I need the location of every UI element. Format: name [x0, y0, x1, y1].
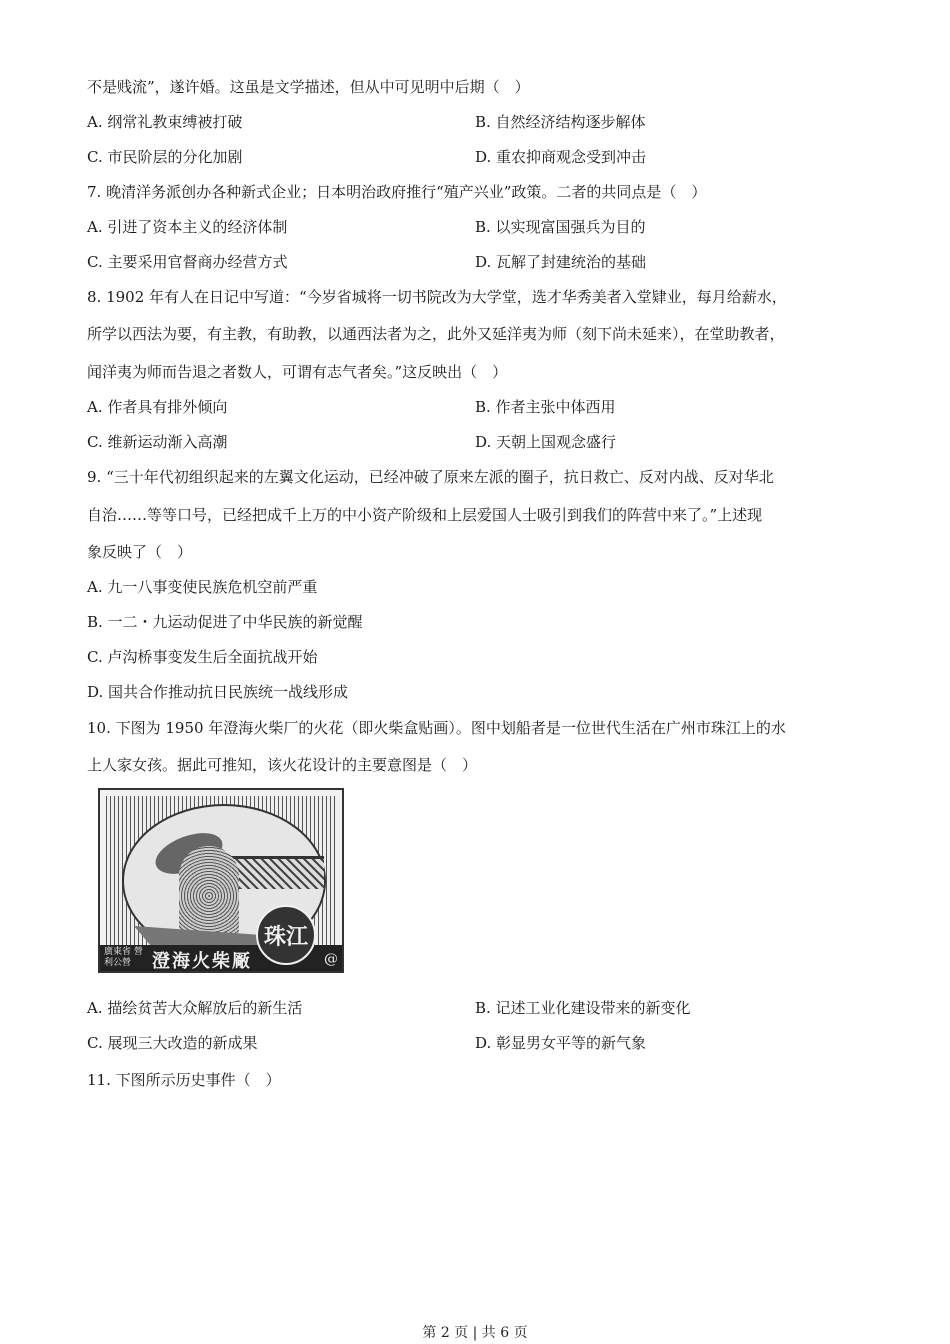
text-line: 11. 下图所示历史事件（ ）: [87, 1071, 281, 1089]
answer-option: A. 引进了资本主义的经济体制: [87, 218, 288, 236]
answer-option: D. 国共合作推动抗日民族统一战线形成: [87, 683, 349, 701]
banner-factory-name: 澄海火柴厰: [152, 951, 252, 972]
banner-province-text: 廣東省 營利公營: [104, 947, 143, 968]
answer-option: D. 彰显男女平等的新气象: [475, 1034, 647, 1052]
text-line: 7. 晚清洋务派创办各种新式企业；日本明治政府推行“殖产兴业”政策。二者的共同点是（ ）: [87, 183, 707, 201]
zhujiang-circle-emblem: [256, 905, 316, 965]
answer-option: C. 主要采用官督商办经营方式: [87, 253, 288, 271]
text-line: 所学以西法为要，有主教，有助教，以通西法者为之，此外又延洋夷为师（刻下尚未延来），在堂助教者，: [87, 325, 785, 343]
page-footer: 第 2 页 | 共 6 页: [422, 1325, 528, 1341]
answer-option: B. 自然经济结构逐步解体: [475, 113, 646, 131]
answer-option: C. 卢沟桥事变发生后全面抗战开始: [87, 648, 318, 666]
text-line: 闻洋夷为师而告退之者数人，可谓有志气者矣。”这反映出（ ）: [87, 363, 508, 381]
answer-option: D. 天朝上国观念盛行: [475, 433, 617, 451]
swirl-ornament-icon: @: [324, 951, 338, 967]
text-line: 不是贱流”，遂许婚。这虽是文学描述，但从中可见明中后期（ ）: [87, 78, 530, 96]
circle-text: 珠江: [263, 923, 308, 950]
answer-option: B. 一二・九运动促进了中华民族的新觉醒: [87, 613, 363, 631]
text-line: 自治……等等口号，已经把成千上万的中小资产阶级和上层爱国人士吸引到我们的阵营中来了。”上述现: [87, 506, 763, 524]
answer-option: A. 纲常礼教束缚被打破: [87, 113, 243, 131]
matchbox-label-image: [98, 788, 344, 973]
answer-option: A. 作者具有排外倾向: [87, 398, 228, 416]
text-line: 上人家女孩。据此可推知，该火花设计的主要意图是（ ）: [87, 756, 478, 774]
text-line: 象反映了（ ）: [87, 543, 193, 561]
answer-option: C. 市民阶层的分化加剧: [87, 148, 243, 166]
answer-option: D. 瓦解了封建统治的基础: [475, 253, 647, 271]
answer-option: B. 作者主张中体西用: [475, 398, 616, 416]
text-line: 8. 1902 年有人在日记中写道：“今岁省城将一切书院改为大学堂，选才华秀美者入堂肄业，每月给薪水，: [87, 288, 787, 306]
answer-option: C. 展现三大改造的新成果: [87, 1034, 258, 1052]
answer-option: C. 维新运动渐入高潮: [87, 433, 228, 451]
answer-option: D. 重农抑商观念受到冲击: [475, 148, 647, 166]
text-line: 10. 下图为 1950 年澄海火柴厂的火花（即火柴盒贴画）。图中划船者是一位世代生活在广州市珠江上的水: [87, 719, 786, 737]
answer-option: B. 以实现富国强兵为目的: [475, 218, 646, 236]
answer-option: A. 描绘贫苦大众解放后的新生活: [87, 999, 303, 1017]
text-line: 9. “三十年代初组织起来的左翼文化运动，已经冲破了原来左派的圈子，抗日救亡、反对内战、反对华北: [87, 468, 774, 486]
answer-option: A. 九一八事变使民族危机空前严重: [87, 578, 318, 596]
answer-option: B. 记述工业化建设带来的新变化: [475, 999, 691, 1017]
